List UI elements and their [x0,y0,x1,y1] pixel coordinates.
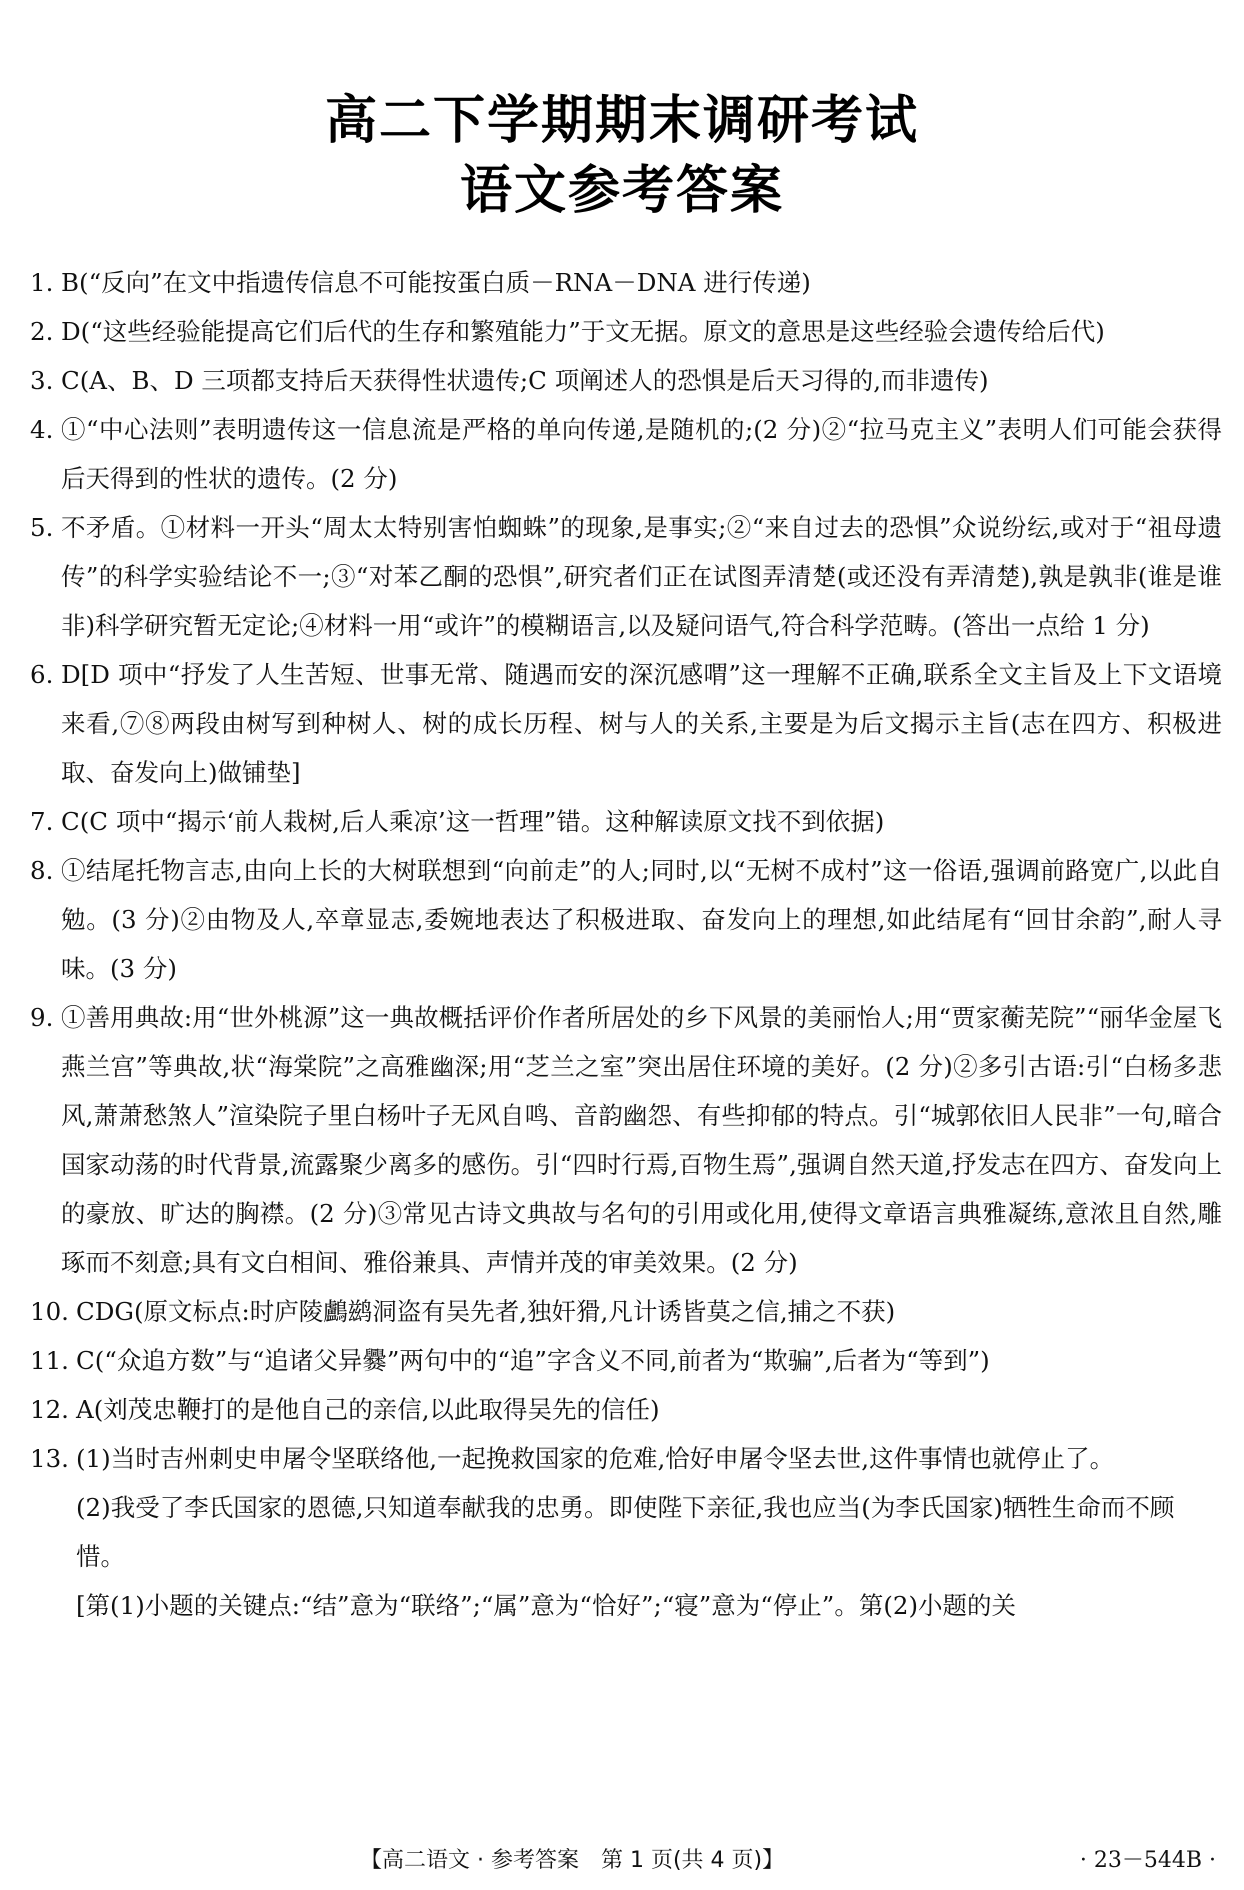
page-subtitle: 语文参考答案 [459,161,784,221]
answer-item [30,307,1222,356]
answer-text: ①结尾托物言志,由向上长的大树联想到“向前走”的人;同时,以“无树不成村”这一俗语,强调前路宽广,以此自勉。(3 分)②由物及人,卒章显志,委婉地表达了积极进取、奋发向上的理想,如此结尾有“回甘余韵”,耐人寻味。(3 分) [61,856,1222,983]
answer-item [30,356,1222,405]
answer-number: 9. [30,1003,54,1032]
answer-item [30,846,1222,993]
answer-text: B(“反向”在文中指遗传信息不可能按蛋白质－RNA－DNA 进行传递) [61,268,811,297]
answer-item [30,1336,1222,1385]
answer-text: ①善用典故:用“世外桃源”这一典故概括评价作者所居处的乡下风景的美丽怡人;用“贾家蘅芜院”“丽华金屋飞燕兰宫”等典故,状“海棠院”之高雅幽深;用“芝兰之室”突出居住环境的美好。(2 分)②多引古语:引“白杨多悲风,萧萧愁煞人”渲染院子里白杨叶子无风自鸣、音韵幽怨、有些抑郁的特点。引“城郭依旧人民非”一句,暗合国家动荡的时代背景,流露聚少离多的感伤。引“四时行焉,百物生焉”,强调自然天道,抒发志在四方、奋发向上的豪放、旷达的胸襟。(2 分)③常见古诗文典故与名句的引用或化用,使得文章语言典雅凝练,意浓且自然,雕琢而不刻意;具有文白相间、雅俗兼具、声情并茂的审美效果。(2 分) [61,1003,1222,1277]
answer-text: A(刘茂忠鞭打的是他自己的亲信,以此取得吴先的信任) [76,1395,660,1424]
page-title: 高二下学期期末调研考试 [324,91,919,151]
answer-item [30,1287,1222,1336]
answer-text: (1)当时吉州刺史申屠令坚联络他,一起挽救国家的危难,恰好申屠令坚去世,这件事情也就停止了。 [76,1444,1115,1473]
answer-number: 3. [30,366,54,395]
answer-item [30,650,1222,797]
answer-list [30,258,1222,1630]
answer-text: CDG(原文标点:时庐陵鸕鹚洞盗有吴先者,独奸猾,凡计诱皆莫之信,捕之不获) [76,1297,896,1326]
answer-number: 8. [30,856,54,885]
answer-item [30,993,1222,1287]
answer-13-part-2: (2)我受了李氏国家的恩德,只知道奉献我的忠勇。即使陛下亲征,我也应当(为李氏国家)牺牲生命而不顾惜。 [76,1493,1175,1571]
answer-number: 1. [30,268,54,297]
answer-number: 5. [30,513,54,542]
answer-number: 6. [30,660,54,689]
answer-number: 10. [30,1297,69,1326]
answer-item [30,405,1222,503]
answer-item [30,1385,1222,1434]
answer-number: 13. [30,1444,69,1473]
answer-text: ①“中心法则”表明遗传这一信息流是严格的单向传递,是随机的;(2 分)②“拉马克主义”表明人们可能会获得后天得到的性状的遗传。(2 分) [61,415,1222,493]
answer-number: 12. [30,1395,69,1424]
footer-page-info: 【高二语文 · 参考答案 第 1 页(共 4 页)】 [360,1848,785,1873]
answer-item [30,797,1222,846]
answer-number: 11. [30,1346,69,1375]
answer-text: D[D 项中“抒发了人生苦短、世事无常、随遇而安的深沉感喟”这一理解不正确,联系全文主旨及上下文语境来看,⑦⑧两段由树写到种树人、树的成长历程、树与人的关系,主要是为后文揭示主旨(志在四方、积极进取、奋发向上)做铺垫] [61,660,1222,787]
answer-item [30,258,1222,307]
answer-text: D(“这些经验能提高它们后代的生存和繁殖能力”于文无据。原文的意思是这些经验会遗传给后代) [61,317,1105,346]
answer-number: 2. [30,317,54,346]
answer-number: 7. [30,807,54,836]
answer-text: C(C 项中“揭示‘前人栽树,后人乘凉’这一哲理”错。这种解读原文找不到依据) [61,807,885,836]
answer-text: 不矛盾。①材料一开头“周太太特别害怕蜘蛛”的现象,是事实;②“来自过去的恐惧”众说纷纭,或对于“祖母遗传”的科学实验结论不一;③“对苯乙酮的恐惧”,研究者们正在试图弄清楚(或还没有弄清楚),孰是孰非(谁是谁非)科学研究暂无定论;④材料一用“或许”的模糊语言,以及疑问语气,符合科学范畴。(答出一点给 1 分) [61,513,1222,640]
answer-number: 4. [30,415,54,444]
footer-exam-code: · 23－544B · [1079,1848,1216,1873]
answer-text: C(A、B、D 三项都支持后天获得性状遗传;C 项阐述人的恐惧是后天习得的,而非遗传) [61,366,989,395]
answer-item [30,503,1222,650]
answer-item [30,1434,1222,1483]
answer-text: C(“众追方数”与“追诸父异爨”两句中的“追”字含义不同,前者为“欺骗”,后者为“等到”) [76,1346,990,1375]
answer-13-scoring-note: [第(1)小题的关键点:“结”意为“联络”;“属”意为“恰好”;“寝”意为“停止”。第(2)小题的关 [76,1591,1017,1620]
